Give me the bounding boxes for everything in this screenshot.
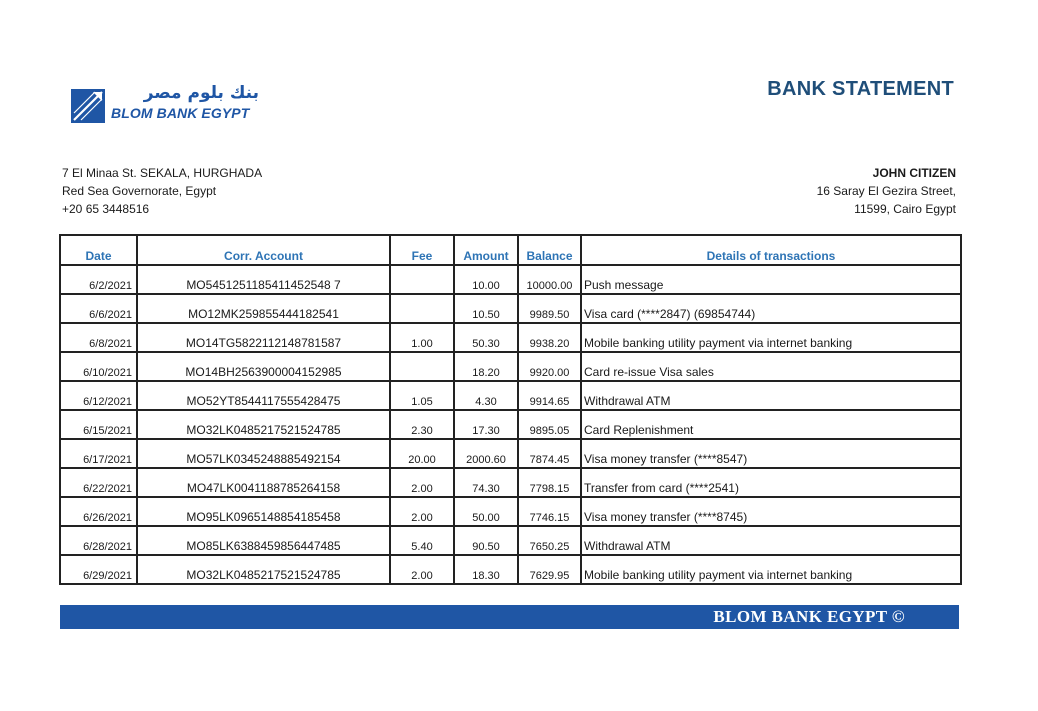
cell-balance: 9914.65	[518, 381, 581, 410]
cell-account: MO95LK0965148854185458	[137, 497, 390, 526]
cell-date: 6/29/2021	[60, 555, 137, 584]
cell-amount: 50.30	[454, 323, 518, 352]
cell-date: 6/26/2021	[60, 497, 137, 526]
cell-fee: 2.30	[390, 410, 454, 439]
bank-arabic-name: بنك بلوم مصر	[143, 83, 259, 103]
cell-fee: 1.00	[390, 323, 454, 352]
cell-details: Visa card (****2847) (69854744)	[581, 294, 961, 323]
table-row	[60, 555, 961, 584]
header-balance: Balance	[518, 235, 581, 265]
cell-amount: 10.00	[454, 265, 518, 294]
blom-bank-logo-icon	[71, 89, 105, 123]
cell-date: 6/10/2021	[60, 352, 137, 381]
cell-account: MO12MK259855444182541	[137, 294, 390, 323]
cell-balance: 7874.45	[518, 439, 581, 468]
cell-details: Transfer from card (****2541)	[581, 468, 961, 497]
document-title: BANK STATEMENT	[767, 78, 954, 100]
cell-account: MO47LK0041188785264158	[137, 468, 390, 497]
cell-balance: 9938.20	[518, 323, 581, 352]
cell-amount: 17.30	[454, 410, 518, 439]
cell-date: 6/2/2021	[60, 265, 137, 294]
cell-account: MO32LK0485217521524785	[137, 555, 390, 584]
cell-balance: 7650.25	[518, 526, 581, 555]
cell-balance: 10000.00	[518, 265, 581, 294]
cell-account: MO14BH2563900004152985	[137, 352, 390, 381]
cell-account: MO85LK6388459856447485	[137, 526, 390, 555]
cell-amount: 18.30	[454, 555, 518, 584]
table-row	[60, 410, 961, 439]
transactions-body	[60, 265, 961, 584]
cell-date: 6/12/2021	[60, 381, 137, 410]
table-row	[60, 468, 961, 497]
cell-balance: 9989.50	[518, 294, 581, 323]
cell-details: Push message	[581, 265, 961, 294]
cell-details: Withdrawal ATM	[581, 381, 961, 410]
header-fee: Fee	[390, 235, 454, 265]
cell-date: 6/17/2021	[60, 439, 137, 468]
cell-date: 6/15/2021	[60, 410, 137, 439]
cell-amount: 50.00	[454, 497, 518, 526]
cell-date: 6/28/2021	[60, 526, 137, 555]
cell-details: Withdrawal ATM	[581, 526, 961, 555]
transactions-table	[59, 234, 962, 585]
cell-fee	[390, 294, 454, 323]
cell-details: Mobile banking utility payment via internet banking	[581, 555, 961, 584]
cell-account: MO52YT8544117555428475	[137, 381, 390, 410]
header-details: Details of transactions	[581, 235, 961, 265]
bank-logo-name: BLOM BANK EGYPT	[111, 105, 250, 121]
cell-date: 6/6/2021	[60, 294, 137, 323]
cell-fee: 20.00	[390, 439, 454, 468]
bank-phone: +20 65 3448516	[62, 202, 150, 216]
cell-amount: 74.30	[454, 468, 518, 497]
cell-fee: 2.00	[390, 468, 454, 497]
table-header-row	[60, 235, 961, 265]
cell-account: MO5451251185411452548 7	[137, 265, 390, 294]
bank-address-line: Red Sea Governorate, Egypt	[62, 184, 217, 198]
bank-logo	[71, 84, 261, 126]
table-row	[60, 497, 961, 526]
header-amount: Amount	[454, 235, 518, 265]
cell-details: Card Replenishment	[581, 410, 961, 439]
cell-balance: 9920.00	[518, 352, 581, 381]
cell-details: Visa money transfer (****8745)	[581, 497, 961, 526]
table-row	[60, 294, 961, 323]
cell-balance: 7629.95	[518, 555, 581, 584]
table-row	[60, 352, 961, 381]
table-row	[60, 323, 961, 352]
cell-date: 6/8/2021	[60, 323, 137, 352]
customer-address-line: 11599, Cairo Egypt	[854, 202, 956, 216]
cell-amount: 4.30	[454, 381, 518, 410]
customer-address-line: 16 Saray El Gezira Street,	[816, 184, 956, 198]
table-row	[60, 526, 961, 555]
header-account: Corr. Account	[137, 235, 390, 265]
cell-details: Mobile banking utility payment via internet banking	[581, 323, 961, 352]
customer-name: JOHN CITIZEN	[872, 166, 956, 180]
cell-balance: 7798.15	[518, 468, 581, 497]
header-date: Date	[60, 235, 137, 265]
cell-balance: 9895.05	[518, 410, 581, 439]
cell-date: 6/22/2021	[60, 468, 137, 497]
cell-details: Visa money transfer (****8547)	[581, 439, 961, 468]
cell-amount: 2000.60	[454, 439, 518, 468]
bank-address	[62, 164, 262, 218]
cell-fee: 1.05	[390, 381, 454, 410]
cell-amount: 10.50	[454, 294, 518, 323]
table-row	[60, 439, 961, 468]
cell-amount: 18.20	[454, 352, 518, 381]
bank-address-line: 7 El Minaa St. SEKALA, HURGHADA	[62, 166, 263, 180]
cell-fee	[390, 352, 454, 381]
cell-amount: 90.50	[454, 526, 518, 555]
cell-fee	[390, 265, 454, 294]
cell-account: MO57LK0345248885492154	[137, 439, 390, 468]
footer-brand: BLOM BANK EGYPT ©	[713, 607, 905, 626]
footer-bar	[60, 605, 959, 629]
table-row	[60, 381, 961, 410]
cell-account: MO14TG5822112148781587	[137, 323, 390, 352]
customer-block	[817, 164, 956, 218]
cell-account: MO32LK0485217521524785	[137, 410, 390, 439]
cell-fee: 2.00	[390, 497, 454, 526]
cell-balance: 7746.15	[518, 497, 581, 526]
cell-fee: 5.40	[390, 526, 454, 555]
cell-fee: 2.00	[390, 555, 454, 584]
cell-details: Card re-issue Visa sales	[581, 352, 961, 381]
table-row	[60, 265, 961, 294]
